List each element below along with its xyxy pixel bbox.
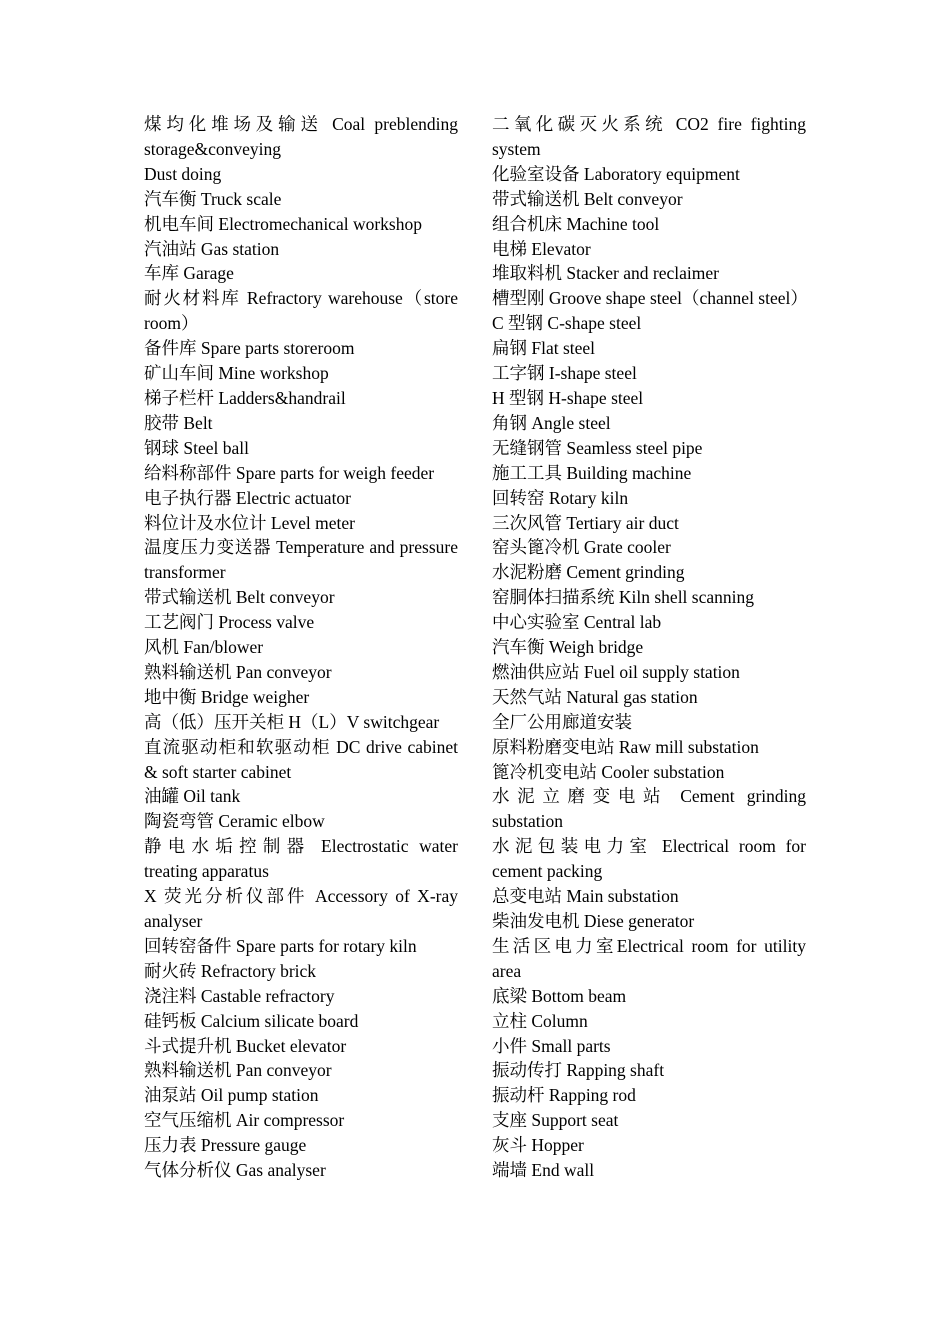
- glossary-entry: 工艺阀门 Process valve: [144, 612, 315, 633]
- glossary-entry: 全厂公用廊道安装: [492, 711, 632, 732]
- glossary-entry: 矿山车间 Mine workshop: [144, 363, 329, 384]
- glossary-entry: 煤均化堆场及输送 Coal preblending storage&conveying: [144, 114, 458, 159]
- glossary-entry: 原料粉磨变电站 Raw mill substation: [492, 736, 759, 757]
- glossary-entry: 窑胴体扫描系统 Kiln shell scanning: [492, 587, 754, 608]
- glossary-entry: X 荧光分析仪部件 Accessory of X-ray analyser: [144, 886, 458, 931]
- glossary-entry: 料位计及水位计 Level meter: [144, 512, 355, 533]
- glossary-entry: 钢球 Steel ball: [144, 437, 249, 458]
- glossary-entry: 耐火材料库 Refractory warehouse（store room）: [144, 288, 458, 334]
- glossary-entry: 窑头篦冷机 Grate cooler: [492, 537, 671, 558]
- glossary-entry: 三次风管 Tertiary air duct: [492, 512, 679, 533]
- glossary-entry: Dust doing: [144, 163, 222, 184]
- glossary-entry: 熟料输送机 Pan conveyor: [144, 661, 332, 682]
- glossary-entry: 扁钢 Flat steel: [492, 338, 596, 359]
- glossary-entry: 无缝钢管 Seamless steel pipe: [492, 437, 703, 458]
- glossary-entry: 梯子栏杆 Ladders&handrail: [144, 387, 346, 408]
- glossary-entry: 二氧化碳灭火系统 CO2 fire fighting system: [492, 114, 806, 159]
- glossary-entry: 生活区电力室Electrical room for utility area: [492, 935, 806, 981]
- glossary-entry: 陶瓷弯管 Ceramic elbow: [144, 811, 325, 832]
- glossary-entry: 浇注料 Castable refractory: [144, 985, 335, 1006]
- glossary-entry: 油泵站 Oil pump station: [144, 1085, 319, 1106]
- glossary-entry: 化验室设备 Laboratory equipment: [492, 163, 740, 184]
- glossary-entry: 支座 Support seat: [492, 1110, 619, 1131]
- glossary-entry: 胶带 Belt: [144, 412, 213, 433]
- glossary-entry: 燃油供应站 Fuel oil supply station: [492, 661, 740, 682]
- glossary-entry: 汽车衡 Weigh bridge: [492, 637, 644, 658]
- glossary-entry: 水泥包装电力室 Electrical room for cement packing: [492, 836, 806, 882]
- glossary-entry: 柴油发电机 Diese generator: [492, 911, 695, 931]
- glossary-entry: 硅钙板 Calcium silicate board: [144, 1010, 359, 1031]
- glossary-entry: 小件 Small parts: [492, 1035, 611, 1056]
- glossary-entry: 耐火砖 Refractory brick: [144, 960, 317, 981]
- glossary-entry: 底梁 Bottom beam: [492, 985, 627, 1006]
- glossary-entry: 直流驱动柜和软驱动柜 DC drive cabinet & soft starter cabinet: [144, 736, 458, 782]
- glossary-entry: 振动传打 Rapping shaft: [492, 1060, 665, 1081]
- glossary-entry: H 型钢 H-shape steel: [492, 387, 644, 408]
- glossary-entry: 电子执行器 Electric actuator: [144, 487, 352, 508]
- glossary-entry: 汽油站 Gas station: [144, 238, 280, 259]
- glossary-entry: 高（低）压开关柜 H（L）V switchgear: [144, 711, 440, 732]
- glossary-entry: 施工工具 Building machine: [492, 462, 692, 483]
- glossary-entry: 温度压力变送器 Temperature and pressure transformer: [144, 537, 458, 583]
- glossary-entry: 角钢 Angle steel: [492, 412, 611, 433]
- glossary-entry: 水泥立磨变电站 Cement grinding substation: [492, 786, 806, 832]
- glossary-entry: 振动杆 Rapping rod: [492, 1085, 636, 1106]
- glossary-entry: 斗式提升机 Bucket elevator: [144, 1035, 347, 1056]
- left-column: [144, 112, 458, 1183]
- glossary-entry: 灰斗 Hopper: [492, 1135, 584, 1156]
- glossary-entry: 备件库 Spare parts storeroom: [144, 338, 355, 359]
- right-column: [492, 112, 806, 1183]
- glossary-entry: 空气压缩机 Air compressor: [144, 1110, 345, 1131]
- glossary-entry: 给料称部件 Spare parts for weigh feeder: [144, 462, 435, 483]
- glossary-entry: 电梯 Elevator: [492, 238, 591, 259]
- glossary-entry: 机电车间 Electromechanical workshop: [144, 213, 422, 234]
- glossary-entry: 篦冷机变电站 Cooler substation: [492, 761, 725, 782]
- glossary-entry: 天然气站 Natural gas station: [492, 686, 698, 707]
- glossary-entry: 气体分析仪 Gas analyser: [144, 1160, 326, 1181]
- glossary-entry: 端墙 End wall: [492, 1160, 595, 1181]
- glossary-entry: 带式输送机 Belt conveyor: [492, 188, 683, 209]
- glossary-entry: 压力表 Pressure gauge: [144, 1135, 307, 1156]
- glossary-entry: 风机 Fan/blower: [144, 637, 264, 658]
- glossary-entry: 车库 Garage: [144, 263, 234, 284]
- glossary-entry: 静电水垢控制器 Electrostatic water treating apparatus: [144, 836, 458, 882]
- glossary-entry: 工字钢 I-shape steel: [492, 363, 637, 384]
- glossary-entry: 熟料输送机 Pan conveyor: [144, 1060, 332, 1081]
- glossary-entry: 汽车衡 Truck scale: [144, 188, 282, 209]
- glossary-entry: 立柱 Column: [492, 1010, 588, 1031]
- glossary-entry: 中心实验室 Central lab: [492, 612, 662, 633]
- glossary-entry: 组合机床 Machine tool: [492, 213, 660, 234]
- glossary-entry: C 型钢 C-shape steel: [492, 313, 642, 334]
- glossary-entry: 带式输送机 Belt conveyor: [144, 587, 335, 608]
- glossary-entry: 堆取料机 Stacker and reclaimer: [492, 263, 719, 284]
- glossary-entry: 回转窑备件 Spare parts for rotary kiln: [144, 935, 417, 956]
- glossary-entry: 水泥粉磨 Cement grinding: [492, 562, 685, 583]
- glossary-entry: 油罐 Oil tank: [144, 786, 241, 807]
- glossary-entry: 地中衡 Bridge weigher: [144, 686, 310, 707]
- glossary-entry: 槽型刚 Groove shape steel（channel steel）: [492, 288, 808, 309]
- glossary-entry: 总变电站 Main substation: [492, 886, 679, 907]
- glossary-entry: 回转窑 Rotary kiln: [492, 487, 629, 508]
